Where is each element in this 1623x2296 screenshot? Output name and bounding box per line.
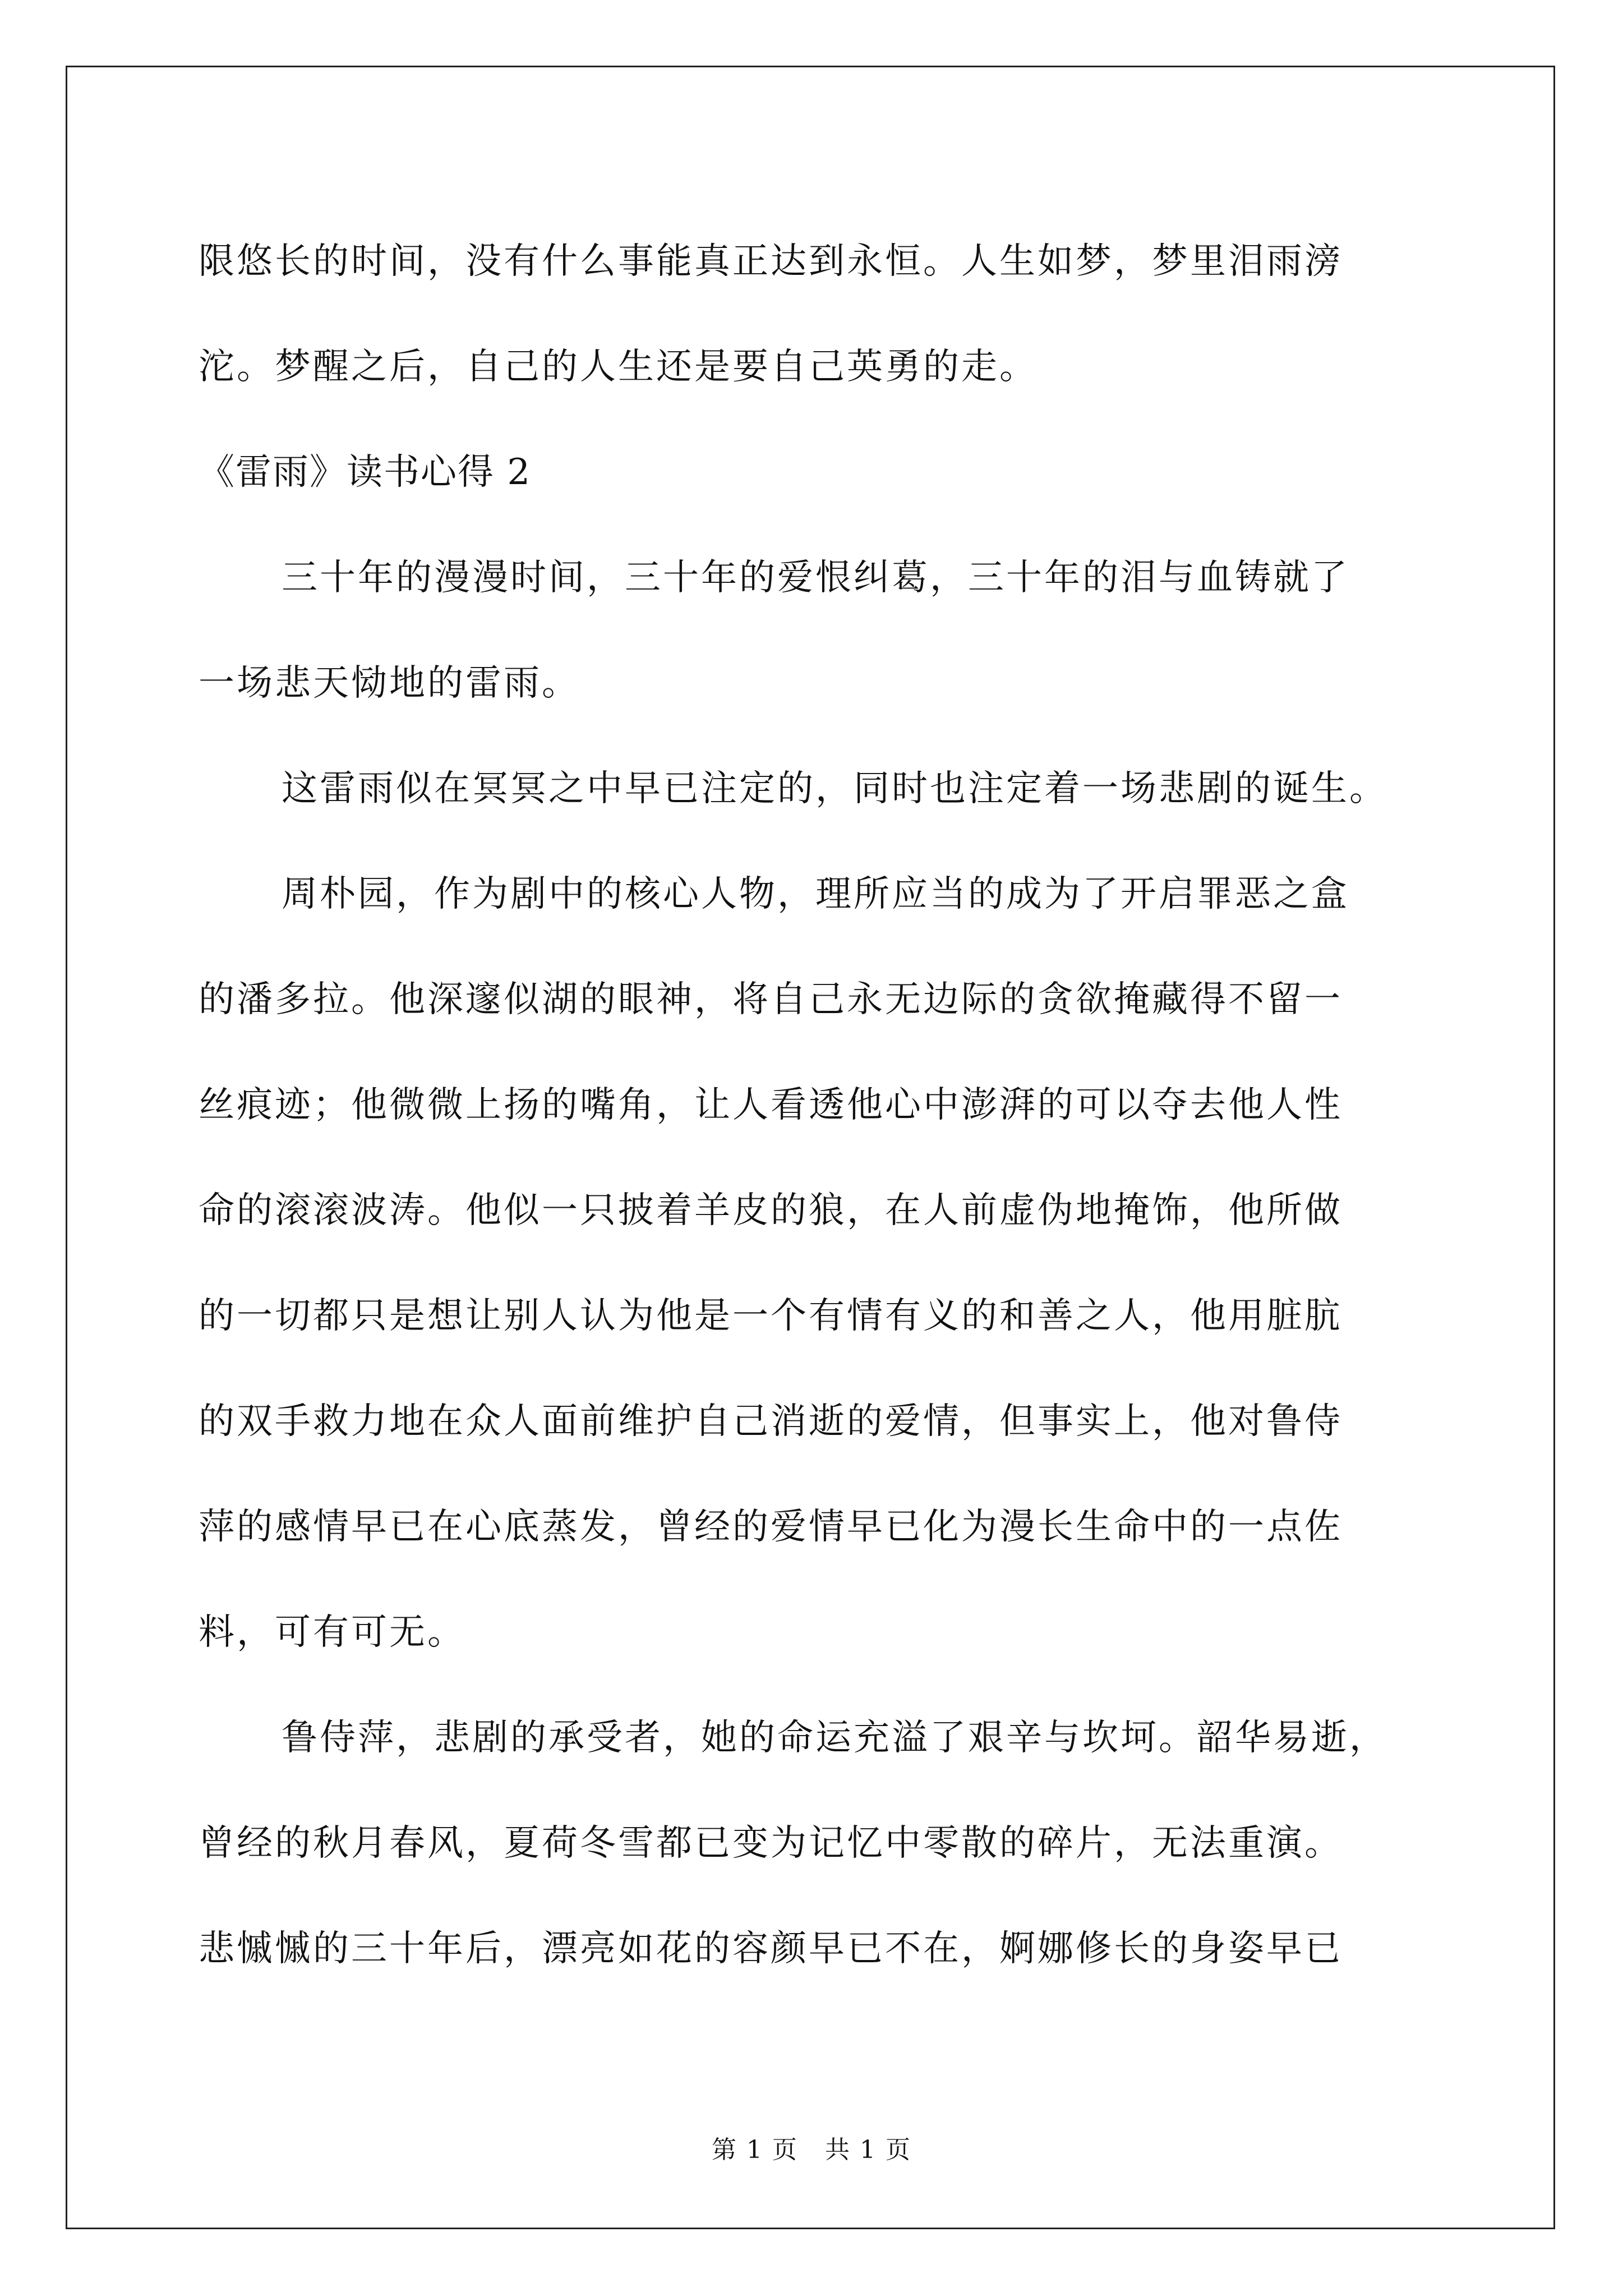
text-line: 一场悲天恸地的雷雨。 [199,662,580,704]
page-total: 共 1 页 [825,2136,911,2164]
page-number: 第 1 页 [712,2136,798,2164]
text-line: 的双手救力地在众人面前维护自己消逝的爱情，但事实上，他对鲁侍 [199,1401,1343,1442]
paragraph-first-line: 鲁侍萍，悲剧的承受者，她的命运充溢了艰辛与坎坷。韶华易逝， [282,1717,1387,1759]
text-line: 萍的感情早已在心底蒸发，曾经的爱情早已化为漫长生命中的一点佐 [199,1506,1343,1548]
paragraph-first-line: 这雷雨似在冥冥之中早已注定的，同时也注定着一场悲剧的诞生。 [282,768,1387,809]
section-heading: 《雷雨》读书心得 2 [199,452,532,493]
text-line: 沱。梦醒之后，自己的人生还是要自己英勇的走。 [199,346,1038,388]
paragraph-first-line: 周朴园，作为剧中的核心人物，理所应当的成为了开启罪恶之盒 [282,873,1349,915]
document-body [199,209,1449,2001]
text-line: 丝痕迹；他微微上扬的嘴角，让人看透他心中澎湃的可以夺去他人性 [199,1084,1343,1126]
paragraph-first-line: 三十年的漫漫时间，三十年的爱恨纠葛，三十年的泪与血铸就了 [282,557,1349,599]
text-line: 命的滚滚波涛。他似一只披着羊皮的狼，在人前虚伪地掩饰，他所做 [199,1190,1343,1231]
text-line: 限悠长的时间，没有什么事能真正达到永恒。人生如梦，梦里泪雨滂 [199,241,1343,282]
text-line: 料，可有可无。 [199,1612,465,1653]
text-line: 曾经的秋月春风，夏荷冬雪都已变为记忆中零散的碎片，无法重演。 [199,1823,1343,1864]
text-line: 的一切都只是想让别人认为他是一个有情有义的和善之人，他用脏肮 [199,1295,1343,1337]
text-line: 悲慽慽的三十年后，漂亮如花的容颜早已不在，婀娜修长的身姿早已 [199,1928,1343,1970]
text-line: 的潘多拉。他深邃似湖的眼神，将自己永无边际的贪欲掩藏得不留一 [199,979,1343,1020]
page-footer [0,2129,1623,2165]
